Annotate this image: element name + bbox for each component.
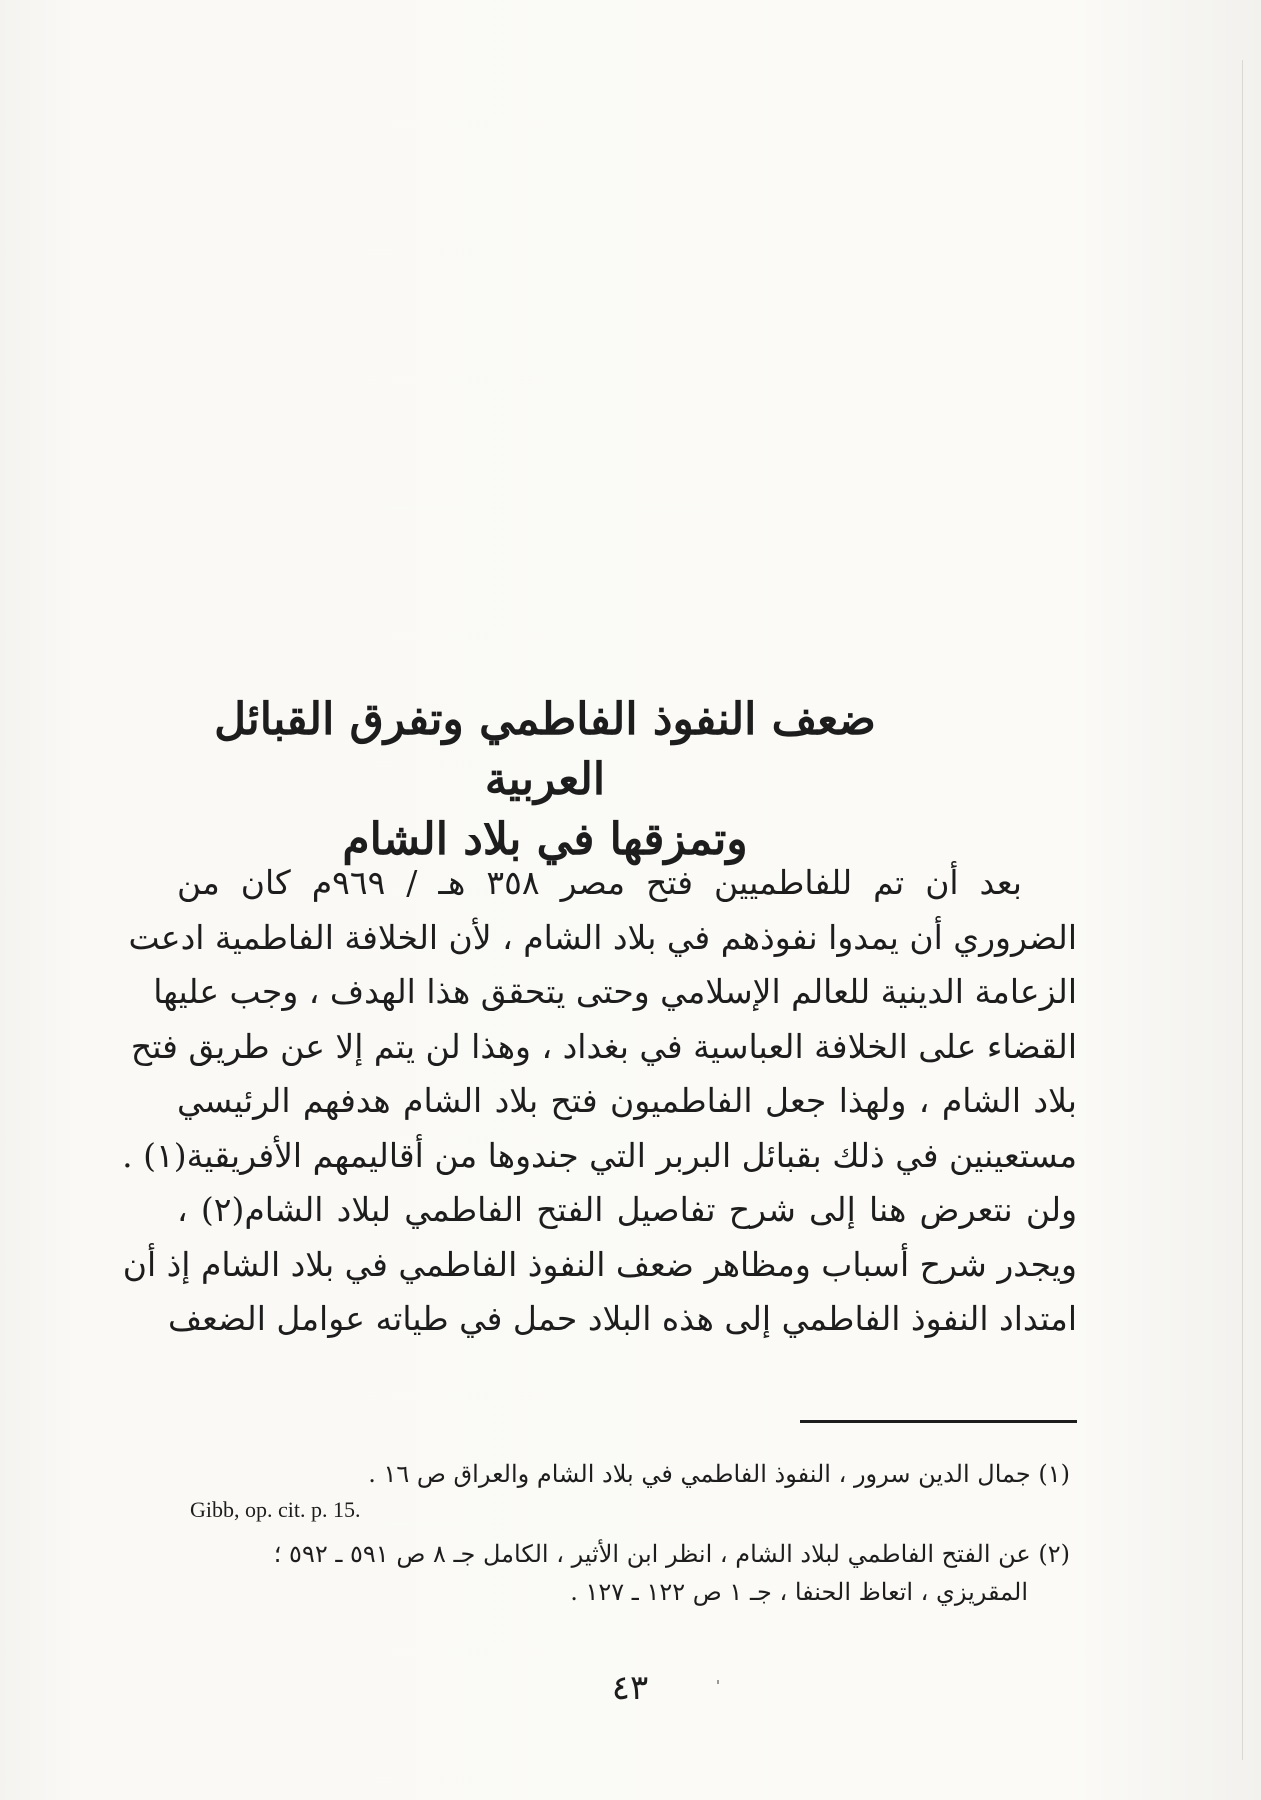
heading-line-1: ضعف النفوذ الفاطمي وتفرق القبائل العربية: [214, 694, 876, 805]
footnote-2: (٢) عن الفتح الفاطمي لبلاد الشام ، انظر ابن الأثير ، الكامل جـ ٨ ص ٥٩١ ـ ٥٩٢ ؛: [273, 1540, 1070, 1568]
page-edge-line: [1242, 60, 1243, 1760]
scan-speck: [717, 1680, 719, 1684]
heading-line-2: وتمزقها في بلاد الشام: [342, 814, 748, 865]
body-line: بلاد الشام ، ولهذا جعل الفاطميون فتح بلاد الشام هدفهم الرئيسي: [177, 1081, 1077, 1120]
body-line: ولن نتعرض هنا إلى شرح تفاصيل الفتح الفاطمي لبلاد الشام(٢) ،: [177, 1190, 1078, 1229]
footnote-separator: [800, 1420, 1077, 1423]
section-heading: [150, 690, 940, 870]
body-line: الضروري أن يمدوا نفوذهم في بلاد الشام ، لأن الخلافة الفاطمية ادعت: [128, 917, 1077, 957]
footnote-1-reference: Gibb, op. cit. p. 15.: [190, 1497, 361, 1522]
body-paragraph: [122, 856, 1078, 1347]
body-line: القضاء على الخلافة العباسية في بغداد ، وهذا لن يتم إلا عن طريق فتح: [130, 1026, 1077, 1066]
footnotes: [190, 1455, 1070, 1611]
footnote-2-continued: المقريزي ، اتعاظ الحنفا ، جـ ١ ص ١٢٢ ـ ١٢٧ .: [570, 1578, 1028, 1606]
footnote-1: (١) جمال الدين سرور ، النفوذ الفاطمي في بلاد الشام والعراق ص ١٦ .: [368, 1460, 1070, 1488]
body-line: امتداد النفوذ الفاطمي إلى هذه البلاد حمل في طياته عوامل الضعف: [167, 1299, 1077, 1338]
body-line: بعد أن تم للفاطميين فتح مصر ٣٥٨ هـ / ٩٦٩م كان من: [177, 863, 1022, 902]
body-line: مستعينين في ذلك بقبائل البربر التي جندوها من أقاليمهم الأفريقية(١) .: [122, 1135, 1077, 1175]
body-line: ويجدر شرح أسباب ومظاهر ضعف النفوذ الفاطمي في بلاد الشام إذ أن: [122, 1244, 1077, 1284]
body-line: الزعامة الدينية للعالم الإسلامي وحتى يتحقق هذا الهدف ، وجب عليها: [153, 972, 1077, 1011]
page-number: ٤٣: [611, 1668, 649, 1708]
